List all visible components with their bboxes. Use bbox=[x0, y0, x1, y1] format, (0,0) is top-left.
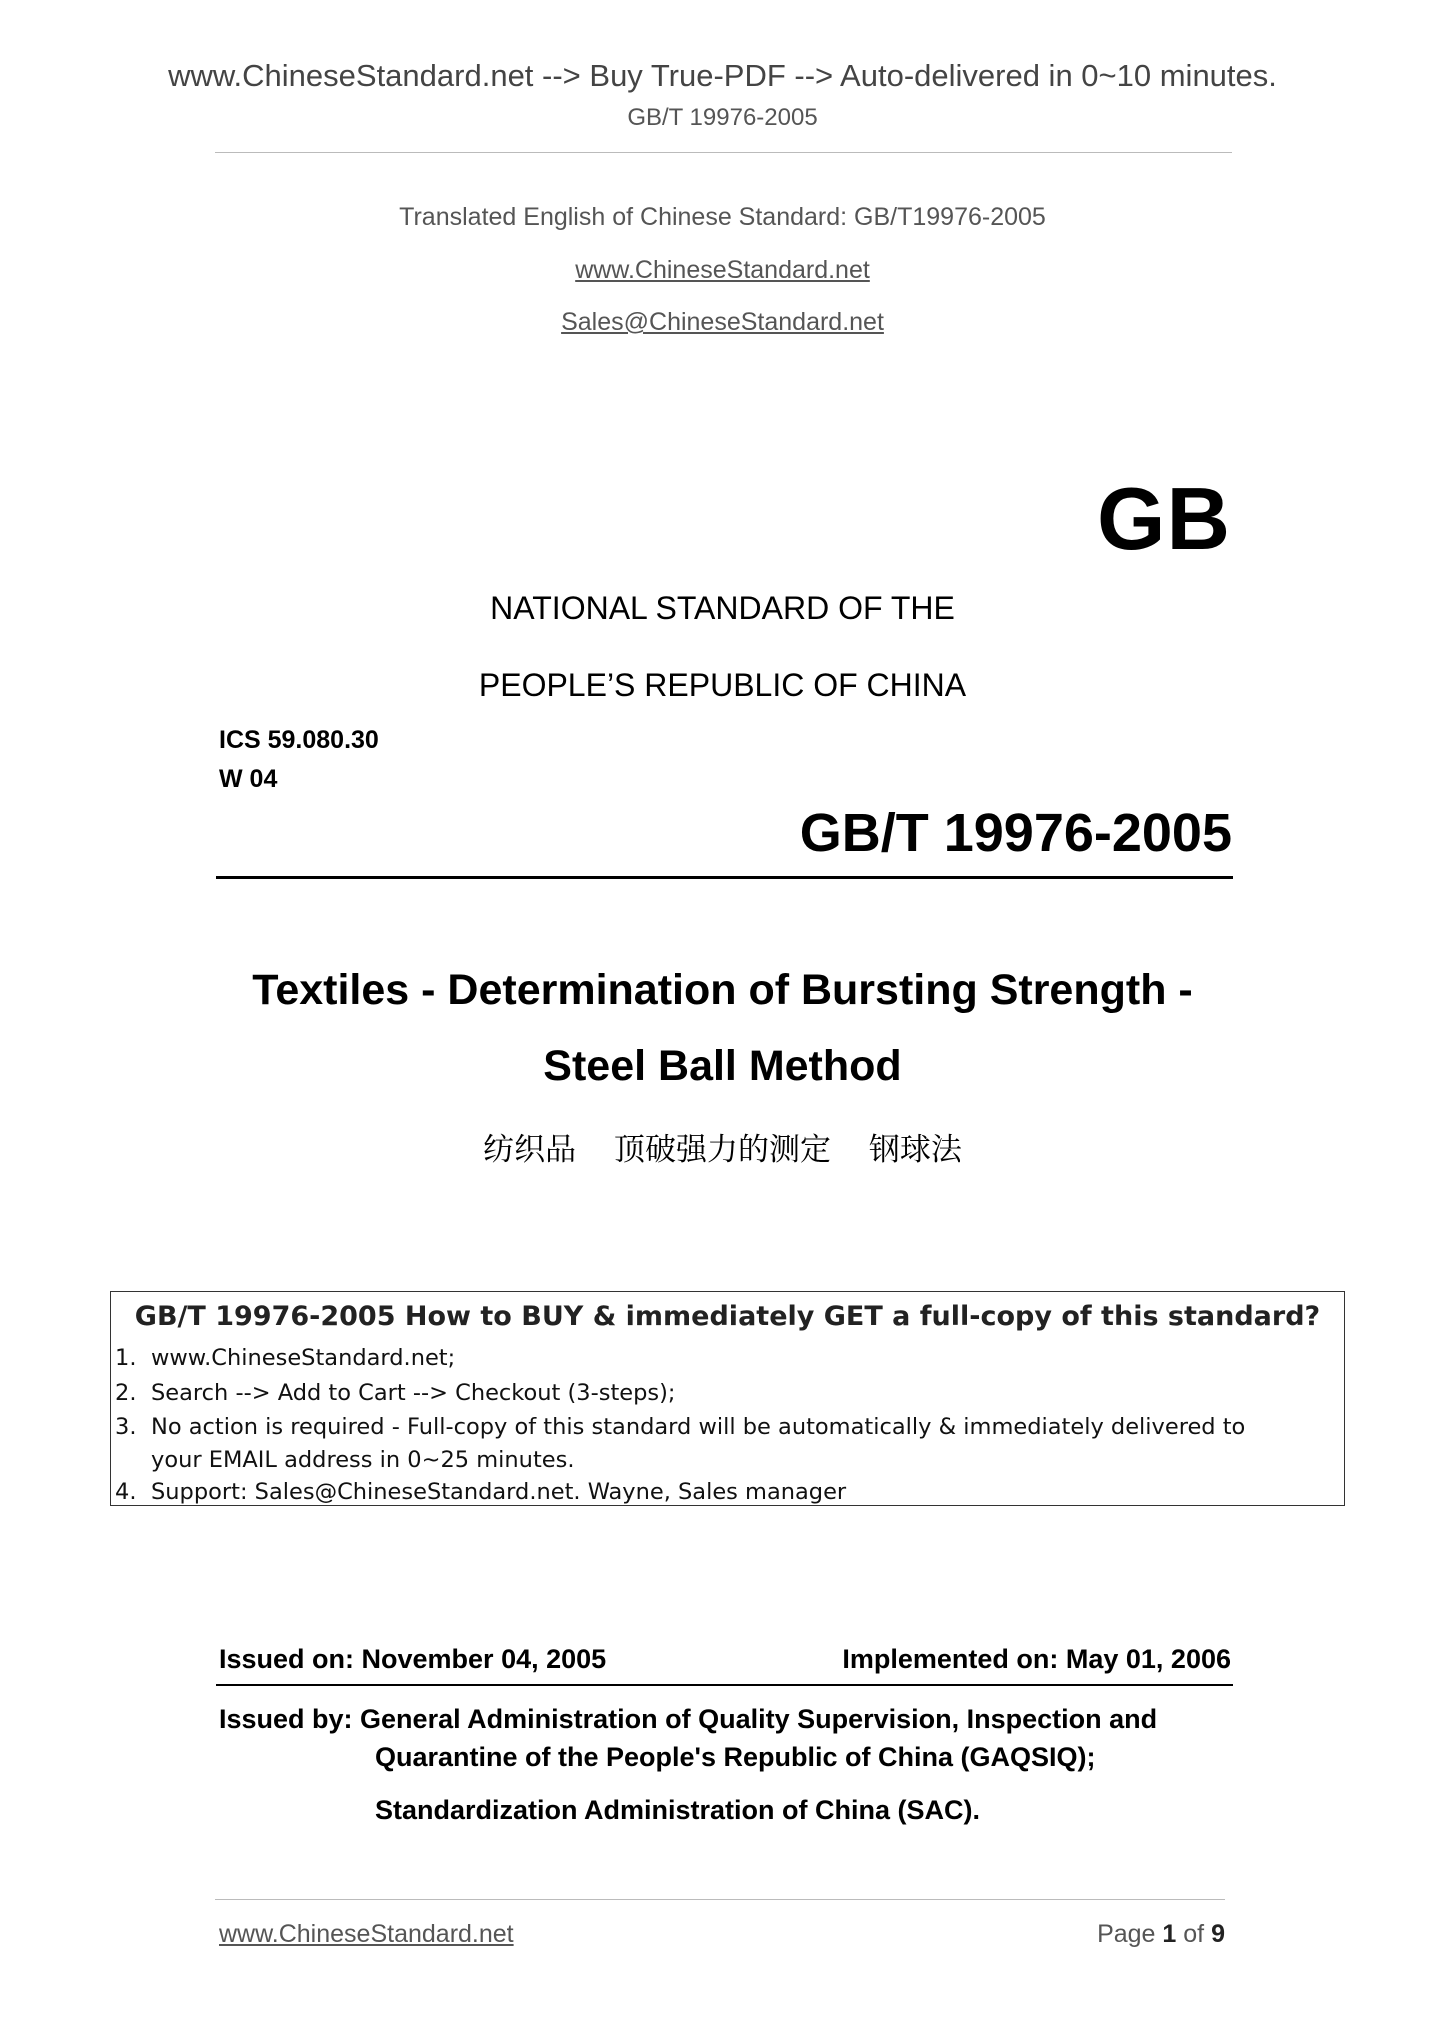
chinese-title: 纺织品 顶破强力的测定 钢球法 bbox=[483, 1132, 962, 1168]
list-item-number: 4. bbox=[115, 1478, 137, 1505]
list-item-number: 3. bbox=[115, 1414, 137, 1440]
list-item bbox=[115, 1341, 1335, 1376]
page-current: 1 bbox=[1162, 1920, 1177, 1948]
list-item-number: 1. bbox=[115, 1345, 137, 1371]
how-to-buy-heading: GB/T 19976-2005 How to BUY & immediately GET a full-copy of this standard? bbox=[134, 1301, 1321, 1332]
footer-site-link[interactable]: www.ChineseStandard.net bbox=[219, 1920, 514, 1948]
issue-divider bbox=[216, 1684, 1233, 1686]
how-to-buy-list bbox=[115, 1341, 1335, 1509]
ics-code: ICS 59.080.30 bbox=[219, 726, 379, 754]
page-total: 9 bbox=[1211, 1920, 1225, 1948]
footer-link-wrapper bbox=[219, 1920, 514, 1949]
category-code: W 04 bbox=[219, 765, 278, 793]
page-prefix: Page bbox=[1097, 1920, 1156, 1948]
national-standard-line2: PEOPLE’S REPUBLIC OF CHINA bbox=[478, 667, 967, 703]
title-divider bbox=[216, 876, 1233, 879]
list-item bbox=[115, 1410, 1335, 1445]
list-item-number: 2. bbox=[115, 1379, 137, 1406]
page-of: of bbox=[1183, 1920, 1205, 1948]
document-title-line2: Steel Ball Method bbox=[543, 1042, 902, 1090]
list-item-text: No action is required - Full-copy of this standard will be automatically & immediately delivered to bbox=[151, 1414, 1246, 1440]
header-banner: www.ChineseStandard.net --> Buy True-PDF --> Auto-delivered in 0~10 minutes. bbox=[168, 58, 1277, 93]
list-item-text: Search --> Add to Cart --> Checkout (3-steps); bbox=[151, 1379, 676, 1406]
standard-number: GB/T 19976-2005 bbox=[799, 803, 1232, 863]
page-number bbox=[1097, 1920, 1225, 1949]
how-to-buy-box bbox=[110, 1291, 1345, 1506]
gb-logo: GB bbox=[1097, 469, 1231, 568]
list-item bbox=[115, 1376, 1335, 1411]
site-link-wrapper bbox=[0, 256, 1445, 285]
list-item bbox=[115, 1475, 1335, 1510]
issued-by-line1: Issued by: General Administration of Quality Supervision, Inspection and bbox=[219, 1704, 1158, 1734]
list-item-text: www.ChineseStandard.net; bbox=[151, 1345, 456, 1371]
footer-divider bbox=[215, 1899, 1225, 1900]
sales-email-link[interactable]: Sales@ChineseStandard.net bbox=[561, 308, 884, 336]
header-doc-code: GB/T 19976-2005 bbox=[627, 104, 818, 131]
issued-by-line3: Standardization Administration of China (SAC). bbox=[375, 1795, 980, 1825]
site-link[interactable]: www.ChineseStandard.net bbox=[575, 256, 870, 284]
issued-by-line2: Quarantine of the People's Republic of China (GAQSIQ); bbox=[375, 1742, 1096, 1772]
implemented-on-date: Implemented on: May 01, 2006 bbox=[842, 1644, 1231, 1674]
list-item-text: Support: Sales@ChineseStandard.net. Wayne, Sales manager bbox=[151, 1478, 847, 1505]
header-divider bbox=[215, 152, 1232, 153]
national-standard-line1: NATIONAL STANDARD OF THE bbox=[490, 590, 955, 626]
translated-notice: Translated English of Chinese Standard: GB/T19976-2005 bbox=[399, 203, 1046, 231]
issued-on-date: Issued on: November 04, 2005 bbox=[219, 1644, 607, 1674]
document-title-line1: Textiles - Determination of Bursting Strength - bbox=[252, 966, 1193, 1014]
list-item-continuation: your EMAIL address in 0~25 minutes. bbox=[151, 1446, 575, 1473]
email-link-wrapper bbox=[0, 308, 1445, 337]
